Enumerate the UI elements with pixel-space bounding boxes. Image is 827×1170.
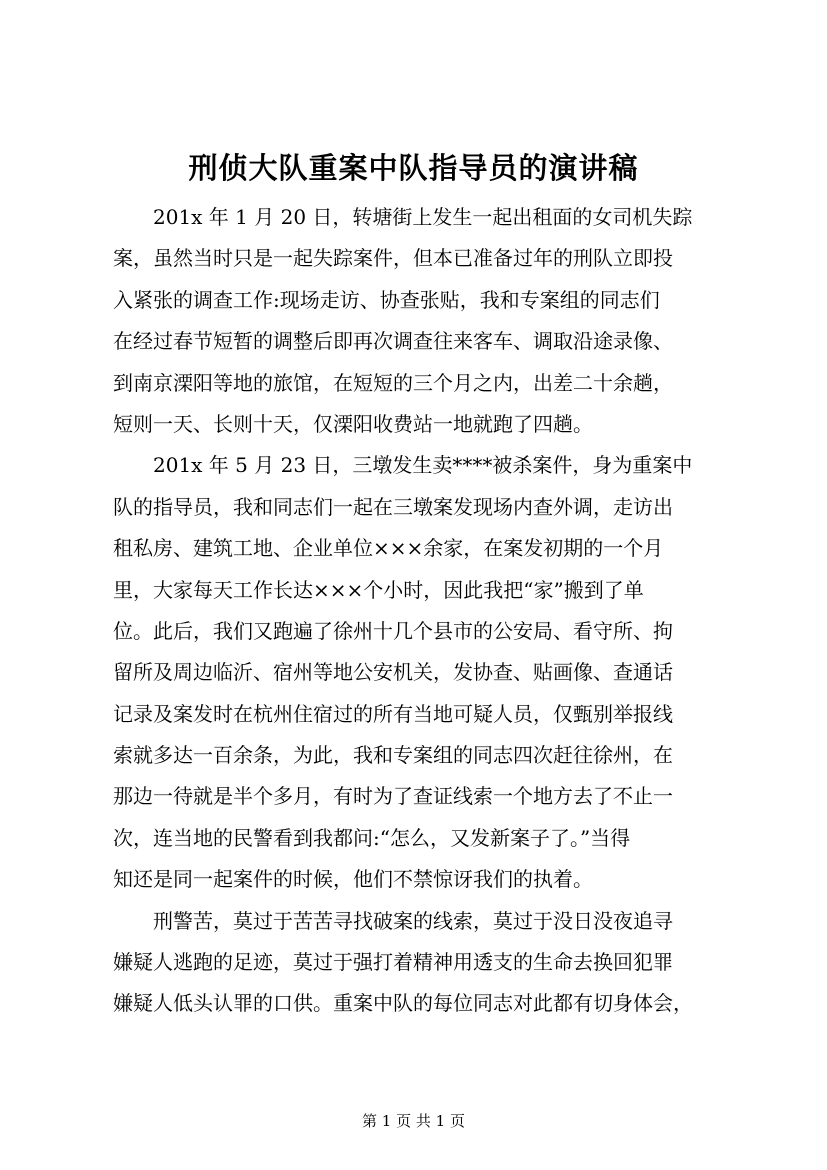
paragraph-2-line-5: 位。此后，我们又跑遍了徐州十几个县市的公安局、看守所、拘 [113,618,673,643]
paragraph-2-line-4: 里，大家每天工作长达×××个小时，因此我把“家”搬到了单 [113,577,644,602]
paragraph-2-line-8: 索就多达一百余条，为此，我和专案组的同志四次赶往徐州，在 [113,743,673,768]
paragraph-2-line-9: 那边一待就是半个多月，有时为了查证线索一个地方去了不止一 [113,784,673,809]
paragraph-2-line-3: 租私房、建筑工地、企业单位×××余家，在案发初期的一个月 [113,536,664,561]
document-body [113,197,743,1025]
paragraph-3-line-3: 嫌疑人低头认罪的口供。重案中队的每位同志对此都有切身体会， [113,991,693,1016]
paragraph-1-line-5: 到南京溧阳等地的旅馆，在短短的三个月之内，出差二十余趟， [113,370,673,395]
paragraph-2-line-11: 知还是同一起案件的时候，他们不禁惊讶我们的执着。 [113,867,593,892]
paragraph-1-line-1: 201x 年 1 月 20 日，转塘街上发生一起出租面的女司机失踪 [153,205,693,229]
paragraph-2-line-7: 记录及案发时在杭州住宿过的所有当地可疑人员，仅甄别举报线 [113,701,673,726]
page-footer: 第 1 页 共 1 页 [362,1112,465,1130]
paragraph-2-line-10: 次，连当地的民警看到我都问:“怎么，又发新案子了。”当得 [113,825,631,850]
paragraph-3-line-1: 刑警苦，莫过于苦苦寻找破案的线索，莫过于没日没夜追寻 [153,908,673,933]
paragraph-1-line-2: 案，虽然当时只是一起失踪案件，但本已准备过年的刑队立即投 [113,246,673,271]
paragraph-1-line-3: 入紧张的调查工作:现场走访、协查张贴，我和专案组的同志们 [113,287,660,312]
paragraph-3-line-2: 嫌疑人逃跑的足迹，莫过于强打着精神用透支的生命去换回犯罪 [113,950,673,975]
paragraph-2-line-1: 201x 年 5 月 23 日，三墩发生卖****被杀案件，身为重案中 [153,453,693,478]
paragraph-2-line-6: 留所及周边临沂、宿州等地公安机关，发协查、贴画像、查通话 [113,660,673,685]
paragraph-1-line-6: 短则一天、长则十天，仅溧阳收费站一地就跑了四趟。 [113,411,593,436]
paragraph-1-line-4: 在经过春节短暂的调整后即再次调查往来客车、调取沿途录像、 [113,329,673,354]
document-title: 刑侦大队重案中队指导员的演讲稿 [188,151,639,185]
paragraph-2-line-2: 队的指导员，我和同志们一起在三墩案发现场内查外调，走访出 [113,494,673,519]
